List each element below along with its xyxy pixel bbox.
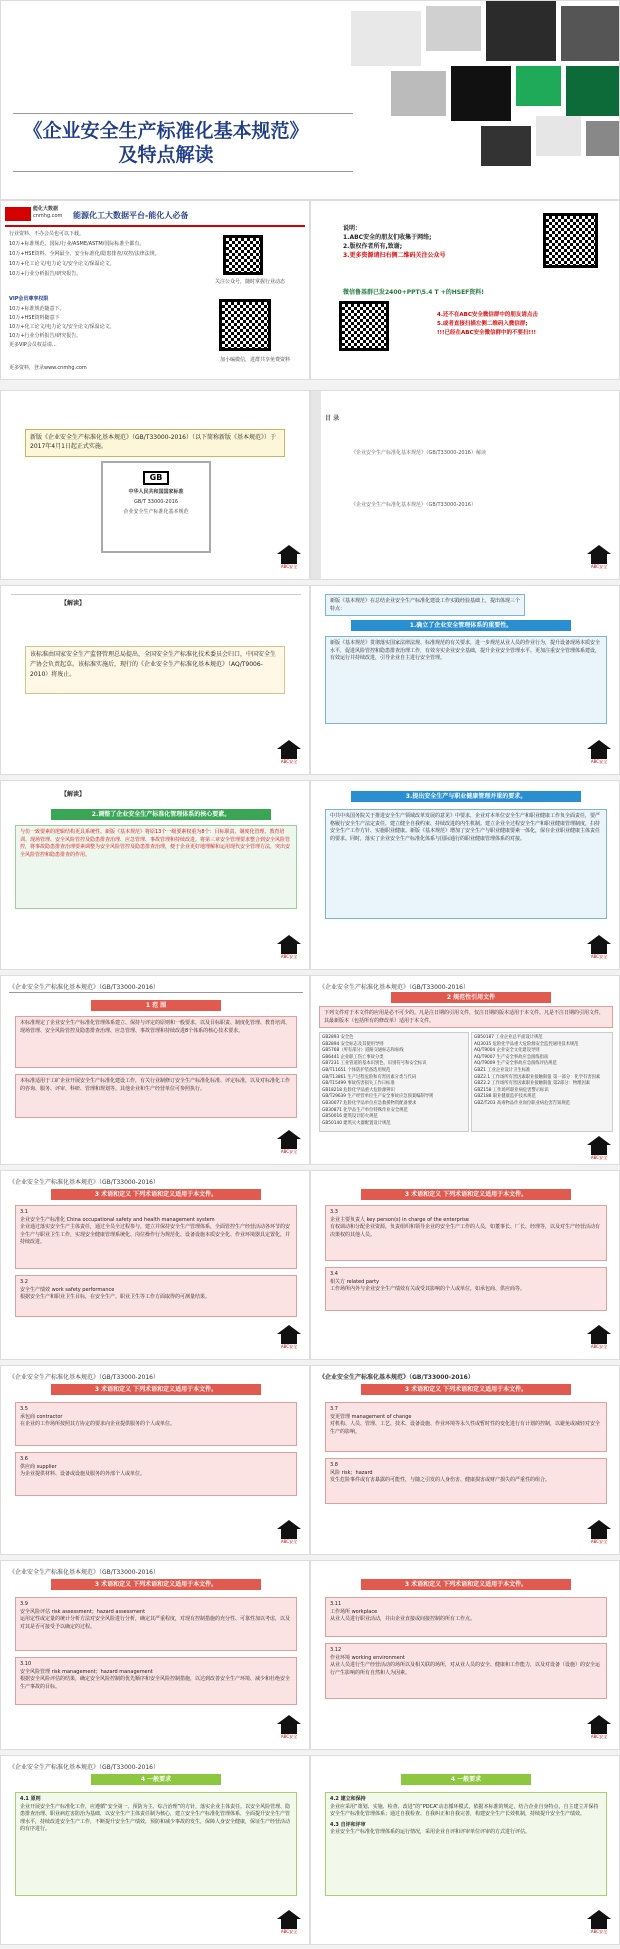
vip-item: 10万+标准规范随意下。	[9, 306, 65, 312]
warn-lines	[437, 311, 617, 338]
ref-item: GB50016 建筑设计防火规范	[322, 1114, 378, 1120]
section-head: 3 术语和定义 下列术语和定义适用于本文件。	[51, 1384, 261, 1395]
term-box	[15, 1205, 297, 1269]
ref-item: GBZ188 职业健康监护技术规范	[474, 1094, 536, 1100]
standard-cover: GB 中华人民共和国国家标准 GB/T 33000-2016 企业安全生产标准化基本规范	[101, 461, 211, 553]
ref-item: GB/T13861 生产过程危险和有害因素分类与代码	[322, 1074, 417, 1080]
section-head: 4 一般要求	[401, 1774, 531, 1785]
notice-lines	[343, 233, 513, 260]
house-icon: ABC安全	[587, 1325, 611, 1351]
house-icon: ABC安全	[277, 545, 301, 571]
toc-item: 《企业安全生产标准化基本规范》（GB/T33000-2016）	[351, 502, 476, 508]
term-number: 3.11	[330, 1601, 342, 1607]
section-head: 3 术语和定义 下列术语和定义适用于本文件。	[361, 1189, 571, 1200]
slide-feature-1	[310, 585, 620, 775]
term-text: 安全生产绩效 work safety performance 根据安全生产和职业卫生目标，在安全生产、职业卫生等工作方面取得的可测量结果。	[20, 1286, 211, 1300]
house-icon: ABC安全	[277, 1910, 301, 1936]
section-head: 1 范 围	[91, 1000, 221, 1011]
term-box	[15, 1402, 297, 1446]
term-box	[325, 1643, 607, 1699]
term-number: 3.12	[330, 1647, 342, 1653]
main-title-line2: 及特点解读	[118, 144, 214, 166]
term-text: 相关方 related party 工作场所内外与企业安全生产绩效有关或受其影响的个人或单位，如承包商、供应商等。	[330, 1278, 526, 1292]
ref-item: GBZ158 工作场所职业病危害警示标识	[474, 1087, 549, 1093]
vip-item: 10万+行业分析报告/研究报告。	[9, 333, 82, 339]
section-head: 2 规范性引用文件	[391, 992, 551, 1003]
brand-name: 能化大数据	[33, 206, 59, 212]
slide-feature-2	[0, 780, 310, 970]
term-number: 3.8	[330, 1462, 338, 1468]
general-number: 4.3 自评和评审	[330, 1821, 366, 1828]
vip-item: 更多VIP会员权益请...	[9, 342, 57, 348]
title-slide	[0, 0, 620, 200]
slide-references	[310, 975, 620, 1165]
slide-general-1	[0, 1755, 310, 1945]
ref-item: GB/T29639 生产经营单位生产安全事故应急预案编制导则	[322, 1094, 434, 1100]
house-icon: ABC安全	[277, 740, 301, 766]
house-icon: ABC安全	[277, 1325, 301, 1351]
term-number: 3.5	[20, 1406, 28, 1412]
promo-item: 行业资料、不办会员也可以下载。	[9, 231, 85, 237]
slide-title: 《企业安全生产标准化基本规范》（GB/T33000-2016）	[9, 984, 159, 991]
term-text: 企业主要负责人 key person(s) in charge of the enterprise 有权调动和分配企业资源，负责组织和领导企业的安全生产工作的人员，如董事长、厂长、经理等，以及对生产经营活动有决策权的其他人员。	[330, 1216, 601, 1238]
term-box	[15, 1597, 297, 1651]
qr-code-icon	[543, 213, 598, 268]
qr-code-icon	[339, 301, 389, 351]
term-box	[15, 1275, 297, 1317]
feature-head: 1.确立了企业安全管理体系的重要性。	[351, 620, 571, 631]
general-number: 4.2 建立和保持	[330, 1796, 366, 1802]
slide-terms-6	[310, 1560, 620, 1750]
slide-interpretation-1	[0, 585, 310, 775]
ref-item: GB2893 安全色	[322, 1035, 354, 1040]
slide-toc	[310, 390, 620, 580]
decorative-mosaic	[331, 1, 620, 171]
ref-item: AQ/T9004 企业安全文化建设导则	[474, 1048, 540, 1054]
house-icon: ABC安全	[277, 1520, 301, 1546]
feature-text: 中共中央国务院关于推进安全生产领域改革发展的意见》中要求，企业对本单位安全生产和职业健康工作负全面责任，要严格履行安全生产法定责任，建立健全自我约束、持续改进的内生机制。建立企业全过程安全生产和职业健康管理制度，扫持安全生产工作方针、实施职业健康。新版《基本规范》增加了安全生产与职业健康要素一体化，保存企业职业健康主体责任的要求。同时，落实了企业安全生产标准化体系与国际通行的职业健康管理体系的对接。	[325, 809, 607, 919]
qr-code-icon	[219, 299, 271, 351]
general-text: 企业开展安全生产标准化工作，应遵循“安全第一、预防为主、综合治理”的方针，落实企业主体责任。以安全风险管理、隐患排查治理、职业病危害防治为基础，以安全生产主体责任制为核心，建立安全生产标准化管理体系，全面提升安全生产管理水平，持续改进安全生产工作，不断提升安全生产绩效，预防和减少事故的发生，保障人身安全健康，保证生产经营活动的有序进行。	[20, 1803, 291, 1832]
refs-right	[471, 1032, 613, 1132]
vip-title: VIP会员尊享权限	[9, 296, 49, 302]
promo-panel	[0, 200, 310, 380]
ref-item: GB6441 企业职工伤亡事故分类	[322, 1054, 384, 1060]
toc-tag: 目 录	[325, 415, 340, 422]
warn-line: 5.或者直接扫描左侧二维码入微信群;	[437, 321, 528, 327]
ref-item: AQ/T9009 生产安全事故应急演练评估规范	[474, 1061, 557, 1067]
slide-title: 《企业安全生产标准化基本规范》（GB/T33000-2016）	[9, 1374, 159, 1381]
interp-tag: 【解读】	[61, 600, 86, 607]
slide-terms-1	[0, 1170, 310, 1360]
promo-item: 10万+化工论文/电力论文/安全论文/保温论文。	[9, 261, 115, 267]
house-icon: ABC安全	[587, 1715, 611, 1741]
promo-item: 10万+行业分析报告/研究报告。	[9, 271, 82, 277]
ref-item: GB/T11651 个体防护装备选用规范	[322, 1067, 391, 1073]
ref-item: GB2894 安全标志及其使用导则	[322, 1041, 384, 1047]
term-box	[15, 1657, 297, 1705]
house-icon: ABC安全	[587, 1910, 611, 1936]
ref-item: GB7231 工业管道的基本识别色、识别符号和安全标识	[322, 1061, 427, 1067]
ref-item: AQ3035 危险化学品重大危险源安全监控通用技术规范	[474, 1041, 579, 1047]
warn-line: 4.还不在ABC安全微信群中的朋友请点击	[437, 312, 538, 318]
house-icon: ABC安全	[587, 1136, 611, 1162]
term-text: 变更管理 management of change 对机构、人员、管理、工艺、技术、设备设施、作业环境等永久性或暂时性的变化进行有计划的控制，以避免或减轻对安全生产的影响。	[330, 1413, 601, 1435]
ref-item: GBZ/T203 高毒物品作业岗位职业病危害告知规范	[474, 1100, 570, 1106]
slide-title: 《企业安全生产标准化基本规范》（GB/T33000-2016）	[319, 1374, 474, 1381]
slide-title: 《企业安全生产标准化基本规范》（GB/T33000-2016）	[9, 1179, 159, 1186]
feature-head: 3.提出安全生产与职业健康管理并重的要求。	[351, 791, 581, 802]
term-text: 风险 risk；hazard 发生危险事件或有害暴露的可能性，与随之引发的人身伤害、健康损害或财产损失的严重性的组合。	[330, 1469, 551, 1483]
term-number: 3.10	[20, 1661, 32, 1667]
ref-item: GB18218 危险化学品重大危险源辨识	[322, 1087, 395, 1093]
slide-feature-3	[310, 780, 620, 970]
term-box	[325, 1205, 607, 1261]
term-number: 3.4	[330, 1271, 338, 1277]
promo-list	[9, 231, 169, 281]
section-head: 3 术语和定义 下列术语和定义适用于本文件。	[51, 1189, 261, 1200]
house-icon: ABC安全	[587, 545, 611, 571]
refs-intro: 下列文件对于本文件的应用是必不可少的。凡是注日期的引用文件，仅注日期的版本适用于本文件。凡是不注日期的引用文件，其最新版本（包括所有的修改单）适用于本文件。	[319, 1006, 613, 1028]
section-head: 4 一般要求	[91, 1774, 221, 1785]
house-icon: ABC安全	[587, 935, 611, 961]
house-icon: ABC安全	[277, 1130, 301, 1156]
interp-tag: 【解读】	[61, 791, 86, 798]
notice-panel	[310, 200, 620, 380]
ref-item: GBZ2.2 工作场所有害因素职业接触限值 第2部分：物理因素	[474, 1081, 591, 1087]
scope-text: 本标准规定了企业安全生产标准化管理体系建立、保持与评定的原则和一般要求，以及目标职责、制度化管理、教育培训、现场管理、安全风险管控及隐患排查治理、应急管理、事故管理和持续改进8个体系的核心技术要求。	[15, 1016, 297, 1068]
general-text: 企业安全生产标准化管理体系的运行情况，采用企业自评和评审单位评审的方式进行评估。	[330, 1829, 531, 1835]
wechat-note: 微信鲁基群已发2400+PPT\5.4 T +的HSEF资料!	[343, 289, 485, 296]
term-box	[325, 1402, 607, 1452]
slide-title: 《企业安全生产标准化基本规范》（GB/T33000-2016）	[9, 1764, 159, 1771]
slide-general-2	[310, 1755, 620, 1945]
brand-url: cnmhg.com	[33, 213, 63, 219]
slide-terms-5	[0, 1560, 310, 1750]
ref-item: GB50187 工业企业总平面设计规范	[474, 1035, 543, 1040]
ref-item: GB/T15499 事故伤害损失工作日标准	[322, 1081, 395, 1087]
term-number: 3.6	[20, 1456, 28, 1462]
intro-text: 新版《企业安全生产标准化基本规范》（GB/T33000-2016）（以下简称新版《基本规范》）于2017年4月1日起正式实施。	[25, 429, 285, 457]
ref-item: GBZ1 工业企业设计卫生标准	[474, 1067, 531, 1073]
ref-item: GBZ2.1 工作场所有害因素职业接触限值 第一部分：化学有害因素	[474, 1074, 601, 1080]
feature-lead: 新版《基本规范》在总结企业安全生产标准化建设工作实践经验基础上，提出体现三个特点：	[325, 594, 525, 616]
term-text: 企业安全生产标准化 China occupational safety and health management system 企业通过落实安全生产主体责任，通过全员全过程参与，建立并保持安全生产管理体系，全面管控生产经营活动各环节的安全生产与职业卫生工作，实现安全健康管理系统化、岗位操作行为规范化、设备设施本质安全化、作业环境器具定置化，并持续改进。	[20, 1216, 291, 1245]
term-number: 3.9	[20, 1601, 28, 1607]
slide-title: 《企业安全生产标准化基本规范》（GB/T33000-2016）	[319, 984, 469, 991]
section-head: 3 术语和定义 下列术语和定义适用于本文件。	[51, 1579, 261, 1590]
notice-title: 说明：	[343, 225, 362, 232]
slide-terms-3	[0, 1365, 310, 1555]
house-icon: ABC安全	[587, 740, 611, 766]
scope-text: 本标准适用于工矿企业开展安全生产标准化建设工作，有关行业制修订安全生产标准化标准、评定标准，以及对标准化工作的咨询、服务、评审、科研、管理和规划等。其他企业和生产经营单位可参照执行。	[15, 1074, 297, 1118]
standard-title: 中华人民共和国国家标准	[128, 489, 184, 495]
term-text: 作业环境 working environment 从业人员进行生产经营活动的场所以及相关联的场所，对从业人员的安全、健康和工作能力，以及对设备（设施）的安全运行产生影响的所有自然和人为因素。	[330, 1654, 601, 1676]
promo-heading: 能源化工大数据平台-能化人必备	[73, 211, 189, 220]
notice-line: 2.版权作者所有,致谢;	[343, 243, 403, 250]
vip-item: 10万+HSE资料随意下	[9, 315, 60, 321]
ref-item: GB30871 化学品生产单位特殊作业安全规范	[322, 1107, 408, 1113]
qr-note: 加小编微信，进群共享免费资料	[219, 357, 290, 363]
term-number: 3.7	[330, 1406, 338, 1412]
brand-logo	[5, 207, 31, 221]
general-text: 企业应采用“策划、实施、检查、改进”的“PDCA”动态循环模式，依据本标准的规定，结合企业自身特点，自主建立并保持安全生产标准化管理体系；通过自我检查、自我纠正和自我完善，构建安全生产长效机制，持续提升安全生产绩效。	[330, 1803, 599, 1817]
section-head: 3 术语和定义 下列术语和定义适用于本文件。	[361, 1384, 571, 1395]
ref-item: GB50140 建筑灭火器配置设计规范	[322, 1120, 391, 1126]
term-number: 3.1	[20, 1209, 28, 1215]
main-title	[1, 119, 331, 167]
ref-item: GB5768（所有部分）道路交通标志和标线	[322, 1048, 404, 1054]
slide-title: 《企业安全生产标准化基本规范》（GB/T33000-2016）	[9, 1569, 159, 1576]
general-box	[15, 1792, 297, 1896]
warn-line: !!!已经在ABC安全微信群中的不要扫!!!	[437, 330, 537, 336]
slide-intro	[0, 390, 310, 580]
term-text: 承包商 contractor 在企业的工作场所按照其方协定的要求向企业提供服务的个人或单位。	[20, 1413, 176, 1427]
slide-terms-2	[310, 1170, 620, 1360]
vip-list	[9, 296, 169, 351]
ref-item: AQ/T9007 生产安全事故应急演练指南	[474, 1054, 549, 1060]
term-box	[15, 1452, 297, 1496]
feature-text: 与仿一致要素的逻辑结构更具系统性。新版《基本规范》将原13个一级要素权重为8个：目标职责、制度化管理、教育培训、现场管理、安全风险管控及隐患排查治理、应急管理、事故管理和持续改进。将第三章安全管理要求整合到安全风险管控，将事故隐患排查治理要素调整为安全风险管控及隐患排查治理，便于企业更好地理解和运用现代安全管理方法，突出安全风险管控和隐患排查的作用。	[15, 825, 297, 909]
term-text: 安全风险管理 risk management；hazard management 根据安全风险评估的结果，确定安全风险控制的优先顺序和安全风险控制措施，以达到改善安全生产环境、减少和杜绝安全生产事故的目标。	[20, 1668, 291, 1690]
notice-line: 1.ABC安全的朋友们收集于网络;	[343, 234, 432, 241]
term-box	[325, 1267, 607, 1311]
toc-item: 《企业安全生产标准化基本规范》（GB/T33000-2016）解读	[351, 450, 486, 456]
house-icon: ABC安全	[277, 1715, 301, 1741]
section-head: 3 术语和定义 下列术语和定义适用于本文件。	[361, 1579, 571, 1590]
general-number: 4.1 原则	[20, 1796, 41, 1802]
slide-scope	[0, 975, 310, 1165]
slide-terms-4	[310, 1365, 620, 1555]
house-icon: ABC安全	[587, 1520, 611, 1546]
refs-left	[319, 1032, 469, 1132]
term-text: 安全风险评估 risk assessment；hazard assessment 运用定性或定量的统计分析方法对安全风险进行分析，确定其严重程度，对现有控制措施的充分性、可靠性加以考虑，以及对其是否可接受予以确定的过程。	[20, 1608, 291, 1630]
term-box	[325, 1458, 607, 1504]
notice-line: 3.更多资源请扫右侧二维码关注公众号	[343, 252, 446, 259]
standard-name: 企业安全生产标准化基本规范	[123, 509, 189, 515]
ref-item: GB30077 危险化学品单位应急救援物资配备要求	[322, 1100, 417, 1106]
term-text: 供应商 supplier 为企业提供材料、设备或设施及服务的外部个人或单位。	[20, 1463, 146, 1477]
general-box	[325, 1792, 607, 1896]
qr-note: 关注公众号，随时掌握行业动态	[214, 279, 285, 285]
qr-code-icon	[223, 235, 263, 275]
interp-text: 该标准由国家安全生产监督管理总局提出，全国安全生产标准化技术委员会归口，中国安全生产协会负责起草。该标准实施后，现行的《企业安全生产标准化基本规范》（AQ/T9006-2010）将废止。	[25, 646, 285, 694]
term-number: 3.2	[20, 1279, 28, 1285]
term-text: 工作场所 workplace 从业人员进行职业活动，并由企业直接或间接控制的所有工作点。	[330, 1608, 476, 1622]
house-icon: ABC安全	[277, 935, 301, 961]
promo-item: 10万+标准规范、国际/行业/ASME/ASTM/国际标准全都有。	[9, 241, 145, 247]
vip-item: 10万+化工论文/电力论文/安全论文/保温论文。	[9, 324, 115, 330]
promo-footer: 更多资料，登录www.cnmhg.com	[9, 365, 87, 371]
standard-code: GB/T 33000-2016	[133, 499, 179, 505]
feature-text: 新版《基本规范》贯彻落实国家法律法规、标准规范的有关要求，进一步规范从业人员的作业行为，提升设备现场本质安全水平，促进风险管控和隐患排查治理工作，有效夯实企业安全基础，提升企业安全管理水平。更加注重安全管理体系建设，有效运行并持续改进，引导企业自主进行安全管理。	[325, 636, 607, 724]
feature-head: 2.调整了企业安全生产标准化管理体系的核心要素。	[51, 809, 271, 820]
term-number: 3.3	[330, 1209, 338, 1215]
promo-item: 10万+HSE资料、全网最全、安全标准化/隐患排查/双控/法律法规。	[9, 251, 160, 257]
term-box	[325, 1597, 607, 1637]
main-title-line1: 《企业安全生产标准化基本规范》	[23, 120, 309, 142]
